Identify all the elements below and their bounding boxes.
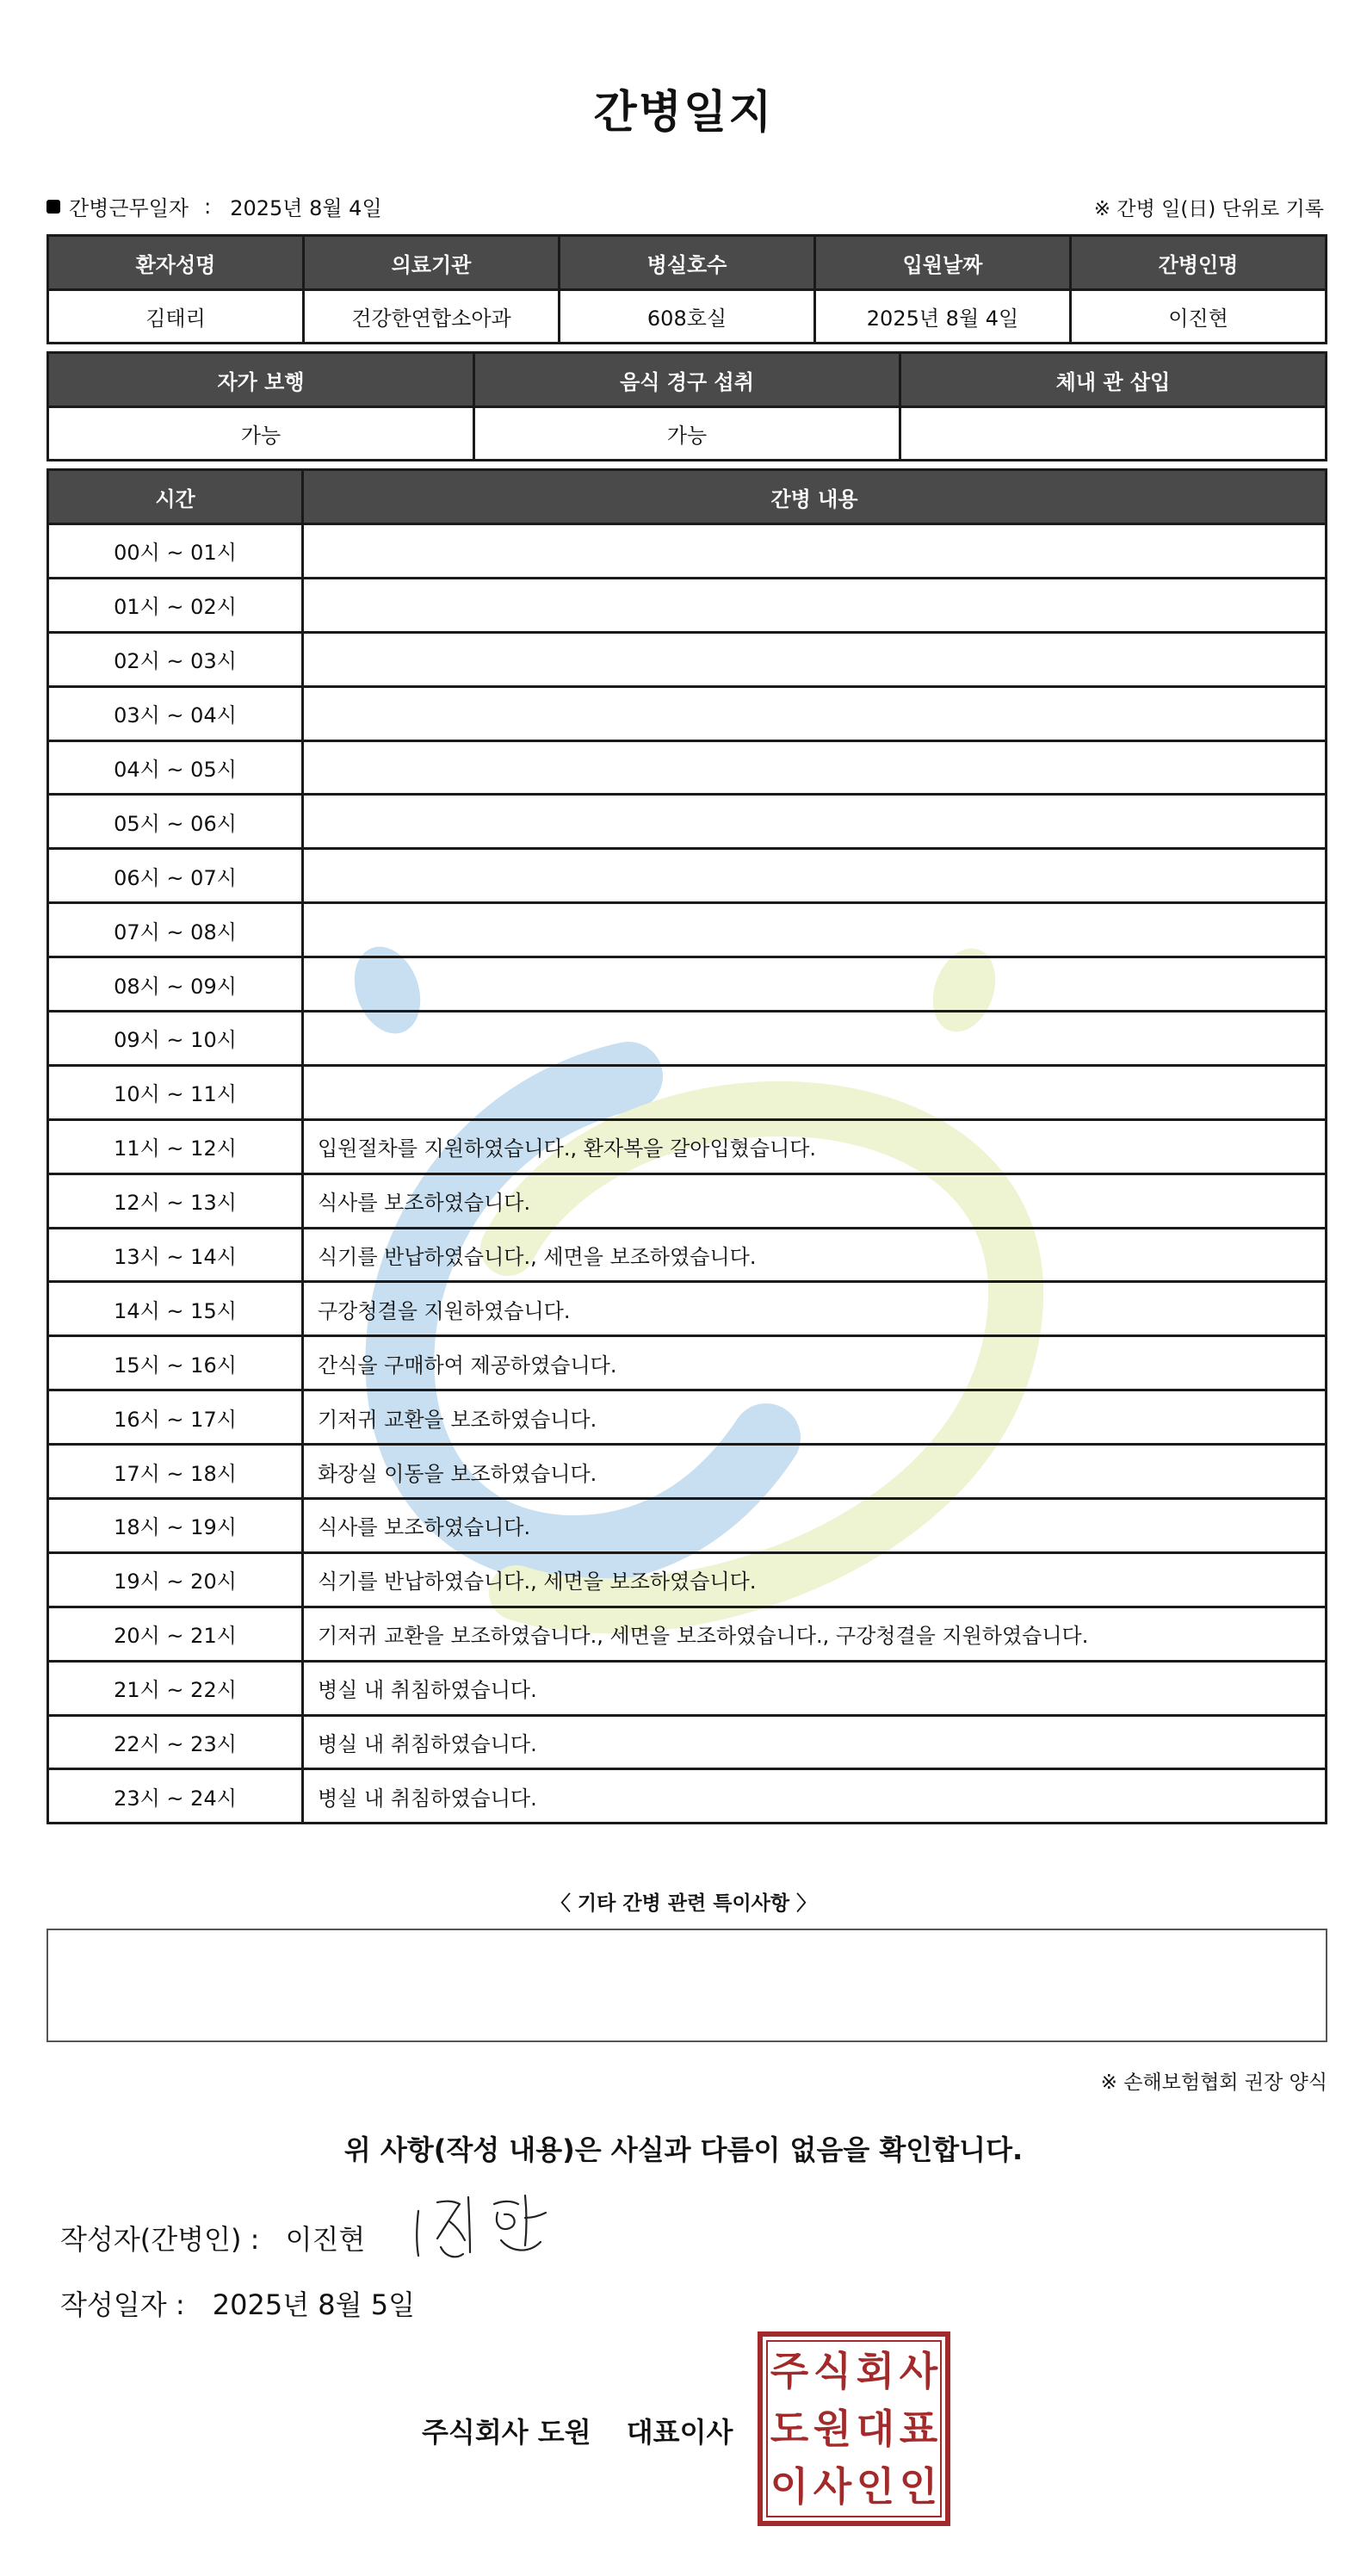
seal-character: 표	[899, 2405, 938, 2452]
header-caregiver: 간병인명	[1071, 236, 1327, 290]
hour-content: 식사를 보조하였습니다.	[303, 1173, 1327, 1228]
hour-content	[303, 578, 1327, 632]
insurer-form-note: ※ 손해보험협회 권장 양식	[1100, 2071, 1327, 2094]
hour-time: 00시 ~ 01시	[48, 524, 303, 579]
hour-time: 19시 ~ 20시	[48, 1552, 303, 1607]
hour-time: 12시 ~ 13시	[48, 1173, 303, 1228]
company-seal-stamp	[758, 2331, 950, 2526]
hour-content	[303, 903, 1327, 957]
header-oral-intake: 음식 경구 섭취	[474, 353, 900, 407]
hour-row	[48, 1282, 1327, 1336]
hour-content	[303, 686, 1327, 740]
hospital-name: 건강한연합소아과	[304, 290, 560, 344]
writer-label: 작성자(간병인) :	[60, 2223, 260, 2256]
tube-status	[900, 407, 1327, 461]
seal-character: 사	[813, 2463, 852, 2511]
hour-row	[48, 1661, 1327, 1715]
room-number: 608호실	[560, 290, 815, 344]
hour-row	[48, 578, 1327, 632]
header-time: 시간	[48, 470, 303, 524]
hour-row	[48, 1715, 1327, 1769]
hour-content: 식사를 보조하였습니다.	[303, 1499, 1327, 1553]
caregiver-name: 이진현	[1071, 290, 1327, 344]
header-tube: 체내 관 삽입	[900, 353, 1327, 407]
hour-row	[48, 1390, 1327, 1445]
hour-content	[303, 740, 1327, 795]
hour-content	[303, 795, 1327, 849]
header-care-content: 간병 내용	[303, 470, 1327, 524]
written-date-label: 작성일자 :	[60, 2288, 185, 2321]
hour-time: 20시 ~ 21시	[48, 1607, 303, 1661]
work-date-separator: :	[204, 194, 212, 219]
seal-character: 대	[856, 2405, 895, 2452]
hour-time: 13시 ~ 14시	[48, 1228, 303, 1282]
hour-content: 기저귀 교환을 보조하였습니다.	[303, 1390, 1327, 1445]
header-walking: 자가 보행	[48, 353, 474, 407]
writer-line	[60, 2218, 365, 2257]
handwritten-signature	[411, 2187, 558, 2264]
hour-row	[48, 849, 1327, 903]
company-line	[422, 2411, 733, 2450]
hour-row	[48, 1769, 1327, 1824]
patient-info-table	[46, 234, 1327, 344]
record-unit-note: ※ 간병 일(日) 단위로 기록	[1093, 198, 1324, 220]
seal-character-grid	[766, 2340, 942, 2517]
hour-time: 18시 ~ 19시	[48, 1499, 303, 1553]
hour-row	[48, 632, 1327, 686]
seal-character: 인	[856, 2463, 895, 2511]
hour-time: 06시 ~ 07시	[48, 849, 303, 903]
hour-time: 03시 ~ 04시	[48, 686, 303, 740]
header-admission-date: 입원날짜	[815, 236, 1071, 290]
hour-time: 11시 ~ 12시	[48, 1119, 303, 1173]
patient-status-table	[46, 351, 1327, 461]
seal-character: 이	[770, 2463, 809, 2511]
hour-content	[303, 849, 1327, 903]
header-hospital: 의료기관	[304, 236, 560, 290]
hour-content: 간식을 구매하여 제공하였습니다.	[303, 1336, 1327, 1390]
hour-content	[303, 632, 1327, 686]
hour-row	[48, 1499, 1327, 1553]
hour-row	[48, 740, 1327, 795]
hour-time: 22시 ~ 23시	[48, 1715, 303, 1769]
hour-row	[48, 1336, 1327, 1390]
hour-content: 식기를 반납하였습니다., 세면을 보조하였습니다.	[303, 1228, 1327, 1282]
hour-row	[48, 1607, 1327, 1661]
seal-character: 인	[899, 2463, 938, 2511]
hour-content: 화장실 이동을 보조하였습니다.	[303, 1445, 1327, 1499]
hour-content: 입원절차를 지원하였습니다., 환자복을 갈아입혔습니다.	[303, 1119, 1327, 1173]
hour-time: 16시 ~ 17시	[48, 1390, 303, 1445]
work-date-label: 간병근무일자	[69, 196, 189, 220]
hour-row	[48, 957, 1327, 1012]
special-notes-box	[46, 1929, 1327, 2042]
special-notes-title: 〈 기타 간병 관련 특이사항 〉	[550, 1892, 817, 1915]
hour-content	[303, 957, 1327, 1012]
hour-row	[48, 903, 1327, 957]
hour-time: 01시 ~ 02시	[48, 578, 303, 632]
hour-content	[303, 1065, 1327, 1119]
confirmation-statement: 위 사항(작성 내용)은 사실과 다름이 없음을 확인합니다.	[343, 2133, 1024, 2166]
writer-name: 이진현	[285, 2223, 366, 2256]
hour-row	[48, 795, 1327, 849]
hour-time: 21시 ~ 22시	[48, 1661, 303, 1715]
hour-row	[48, 686, 1327, 740]
hour-time: 15시 ~ 16시	[48, 1336, 303, 1390]
hour-time: 09시 ~ 10시	[48, 1012, 303, 1066]
seal-character: 사	[899, 2347, 938, 2394]
hour-time: 14시 ~ 15시	[48, 1282, 303, 1336]
hour-time: 05시 ~ 06시	[48, 795, 303, 849]
admission-date: 2025년 8월 4일	[815, 290, 1071, 344]
hour-row	[48, 1173, 1327, 1228]
hour-row	[48, 1065, 1327, 1119]
hour-row	[48, 1445, 1327, 1499]
seal-character: 도	[770, 2405, 809, 2452]
hour-time: 17시 ~ 18시	[48, 1445, 303, 1499]
hour-time: 08시 ~ 09시	[48, 957, 303, 1012]
hour-content: 기저귀 교환을 보조하였습니다., 세면을 보조하였습니다., 구강청결을 지원하였습니다.	[303, 1607, 1327, 1661]
hour-row	[48, 1012, 1327, 1066]
square-bullet-icon	[46, 200, 60, 214]
hour-content: 병실 내 취침하였습니다.	[303, 1715, 1327, 1769]
hour-time: 23시 ~ 24시	[48, 1769, 303, 1824]
written-date-value: 2025년 8월 5일	[212, 2288, 416, 2321]
page-title: 간병일지	[593, 87, 774, 139]
written-date-line	[60, 2283, 415, 2323]
hour-content	[303, 524, 1327, 579]
hour-time: 07시 ~ 08시	[48, 903, 303, 957]
hour-row	[48, 1552, 1327, 1607]
hour-row	[48, 524, 1327, 579]
hour-row	[48, 1119, 1327, 1173]
seal-character: 주	[770, 2347, 809, 2394]
hour-time: 02시 ~ 03시	[48, 632, 303, 686]
patient-name: 김태리	[48, 290, 304, 344]
company-name: 주식회사 도원	[422, 2416, 591, 2449]
header-room: 병실호수	[560, 236, 815, 290]
hour-content: 병실 내 취침하였습니다.	[303, 1769, 1327, 1824]
seal-character: 원	[813, 2405, 852, 2452]
hour-row	[48, 1228, 1327, 1282]
hour-content: 병실 내 취침하였습니다.	[303, 1661, 1327, 1715]
hour-content: 식기를 반납하였습니다., 세면을 보조하였습니다.	[303, 1552, 1327, 1607]
oral-intake-status: 가능	[474, 407, 900, 461]
hour-time: 04시 ~ 05시	[48, 740, 303, 795]
company-rep-title: 대표이사	[626, 2416, 733, 2449]
hourly-care-table	[46, 468, 1327, 1824]
seal-character: 회	[856, 2347, 895, 2394]
hour-content: 구강청결을 지원하였습니다.	[303, 1282, 1327, 1336]
seal-character: 식	[813, 2347, 852, 2394]
header-patient-name: 환자성명	[48, 236, 304, 290]
hour-content	[303, 1012, 1327, 1066]
walking-status: 가능	[48, 407, 474, 461]
work-date-value: 2025년 8월 4일	[230, 196, 382, 220]
work-date-line	[46, 191, 382, 221]
hour-time: 10시 ~ 11시	[48, 1065, 303, 1119]
